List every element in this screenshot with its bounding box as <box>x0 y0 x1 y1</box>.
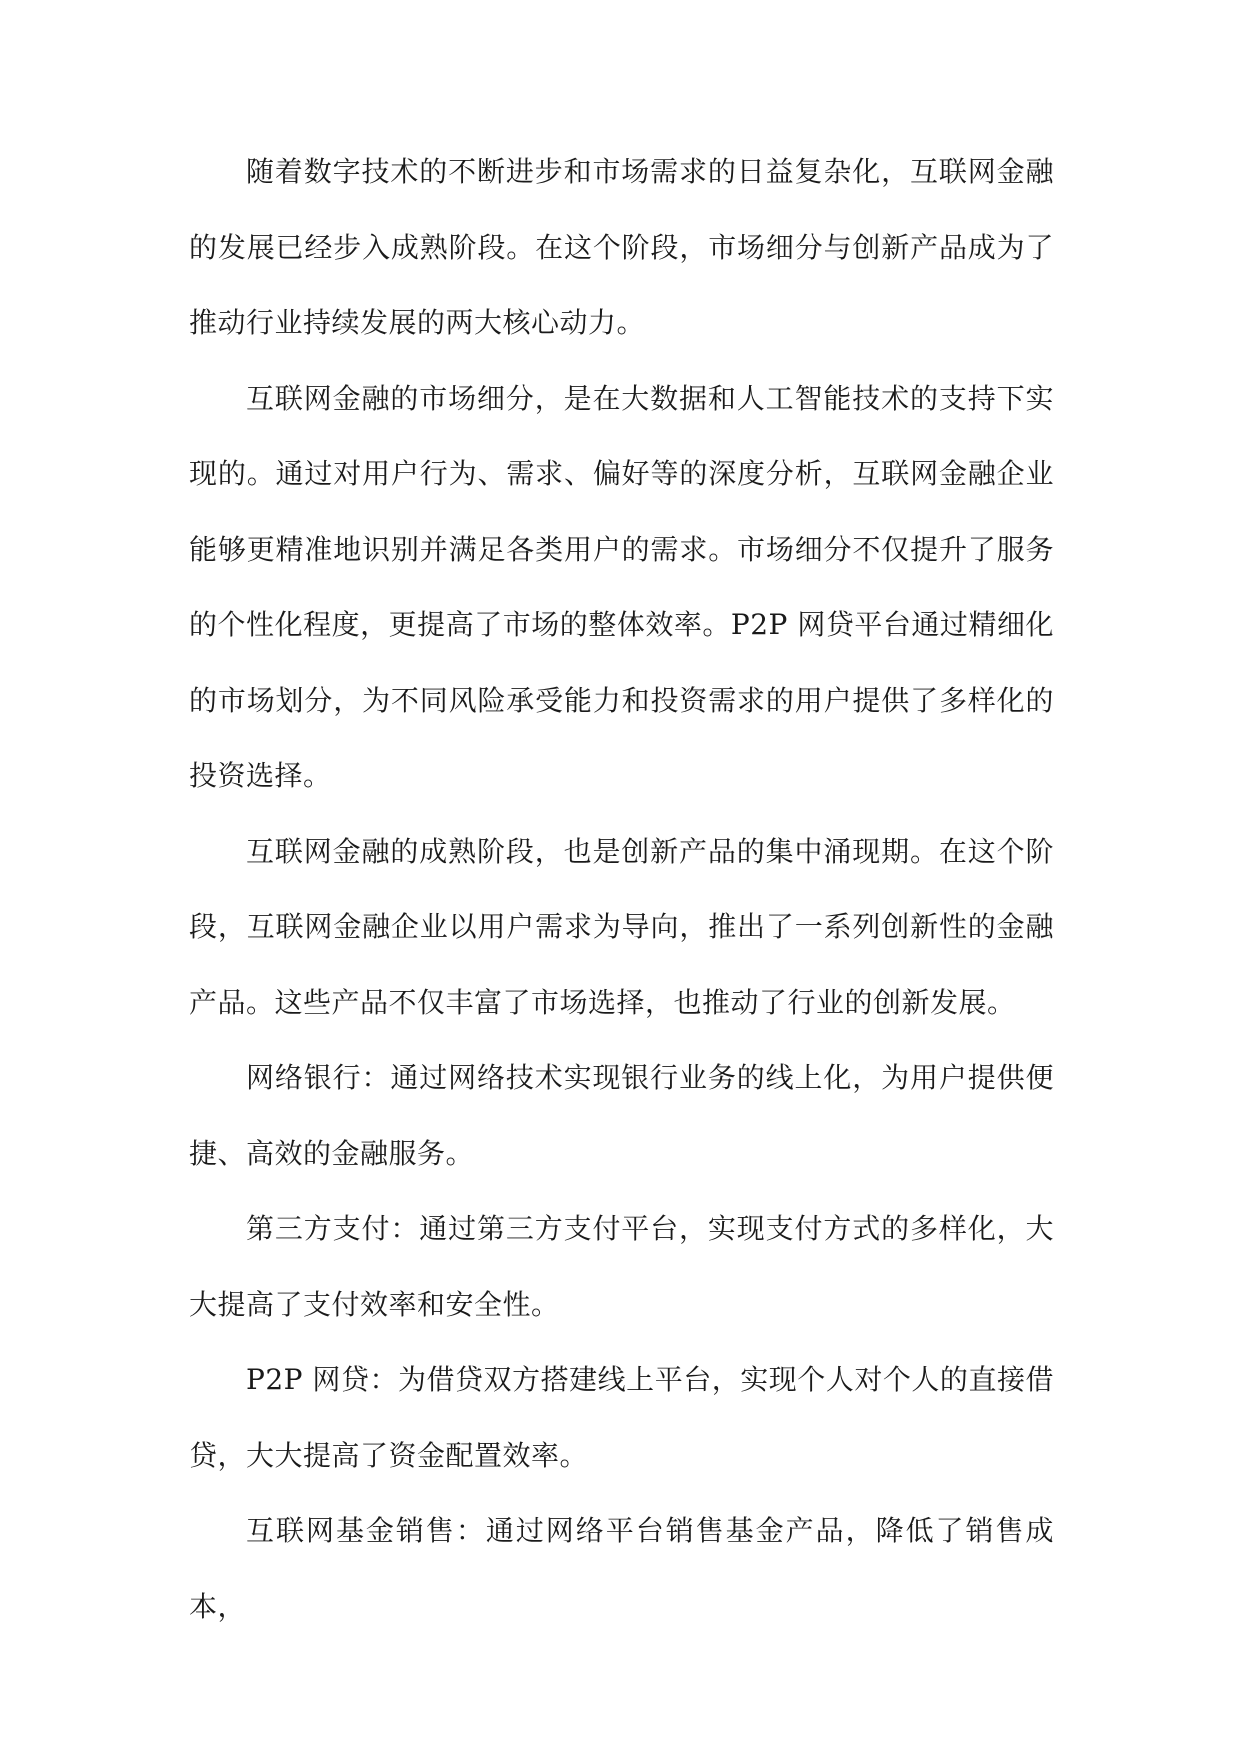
document-body <box>189 134 1054 1644</box>
paragraph-online-banking: 网络银行：通过网络技术实现银行业务的线上化，为用户提供便捷、高效的金融服务。 <box>189 1061 1054 1170</box>
paragraph-innovation-period: 互联网金融的成熟阶段，也是创新产品的集中涌现期。在这个阶段，互联网金融企业以用户需求为导向，推出了一系列创新性的金融产品。这些产品不仅丰富了市场选择，也推动了行业的创新发展。 <box>189 834 1054 1019</box>
paragraph-internet-fund-sales: 互联网基金销售：通过网络平台销售基金产品，降低了销售成本， <box>189 1514 1054 1623</box>
paragraph-market-segmentation: 互联网金融的市场细分，是在大数据和人工智能技术的支持下实现的。通过对用户行为、需求、偏好等的深度分析，互联网金融企业能够更精准地识别并满足各类用户的需求。市场细分不仅提升了服务的个性化程度，更提高了市场的整体效率。P2P 网贷平台通过精细化的市场划分，为不同风险承受能力和投资需求的用户提供了多样化的投资选择。 <box>189 381 1054 792</box>
paragraph-p2p-lending: P2P 网贷：为借贷双方搭建线上平台，实现个人对个人的直接借贷，大大提高了资金配置效率。 <box>189 1363 1054 1472</box>
paragraph-intro: 随着数字技术的不断进步和市场需求的日益复杂化，互联网金融的发展已经步入成熟阶段。在这个阶段，市场细分与创新产品成为了推动行业持续发展的两大核心动力。 <box>189 155 1054 339</box>
paragraph-third-party-payment: 第三方支付：通过第三方支付平台，实现支付方式的多样化，大大提高了支付效率和安全性。 <box>189 1212 1054 1321</box>
